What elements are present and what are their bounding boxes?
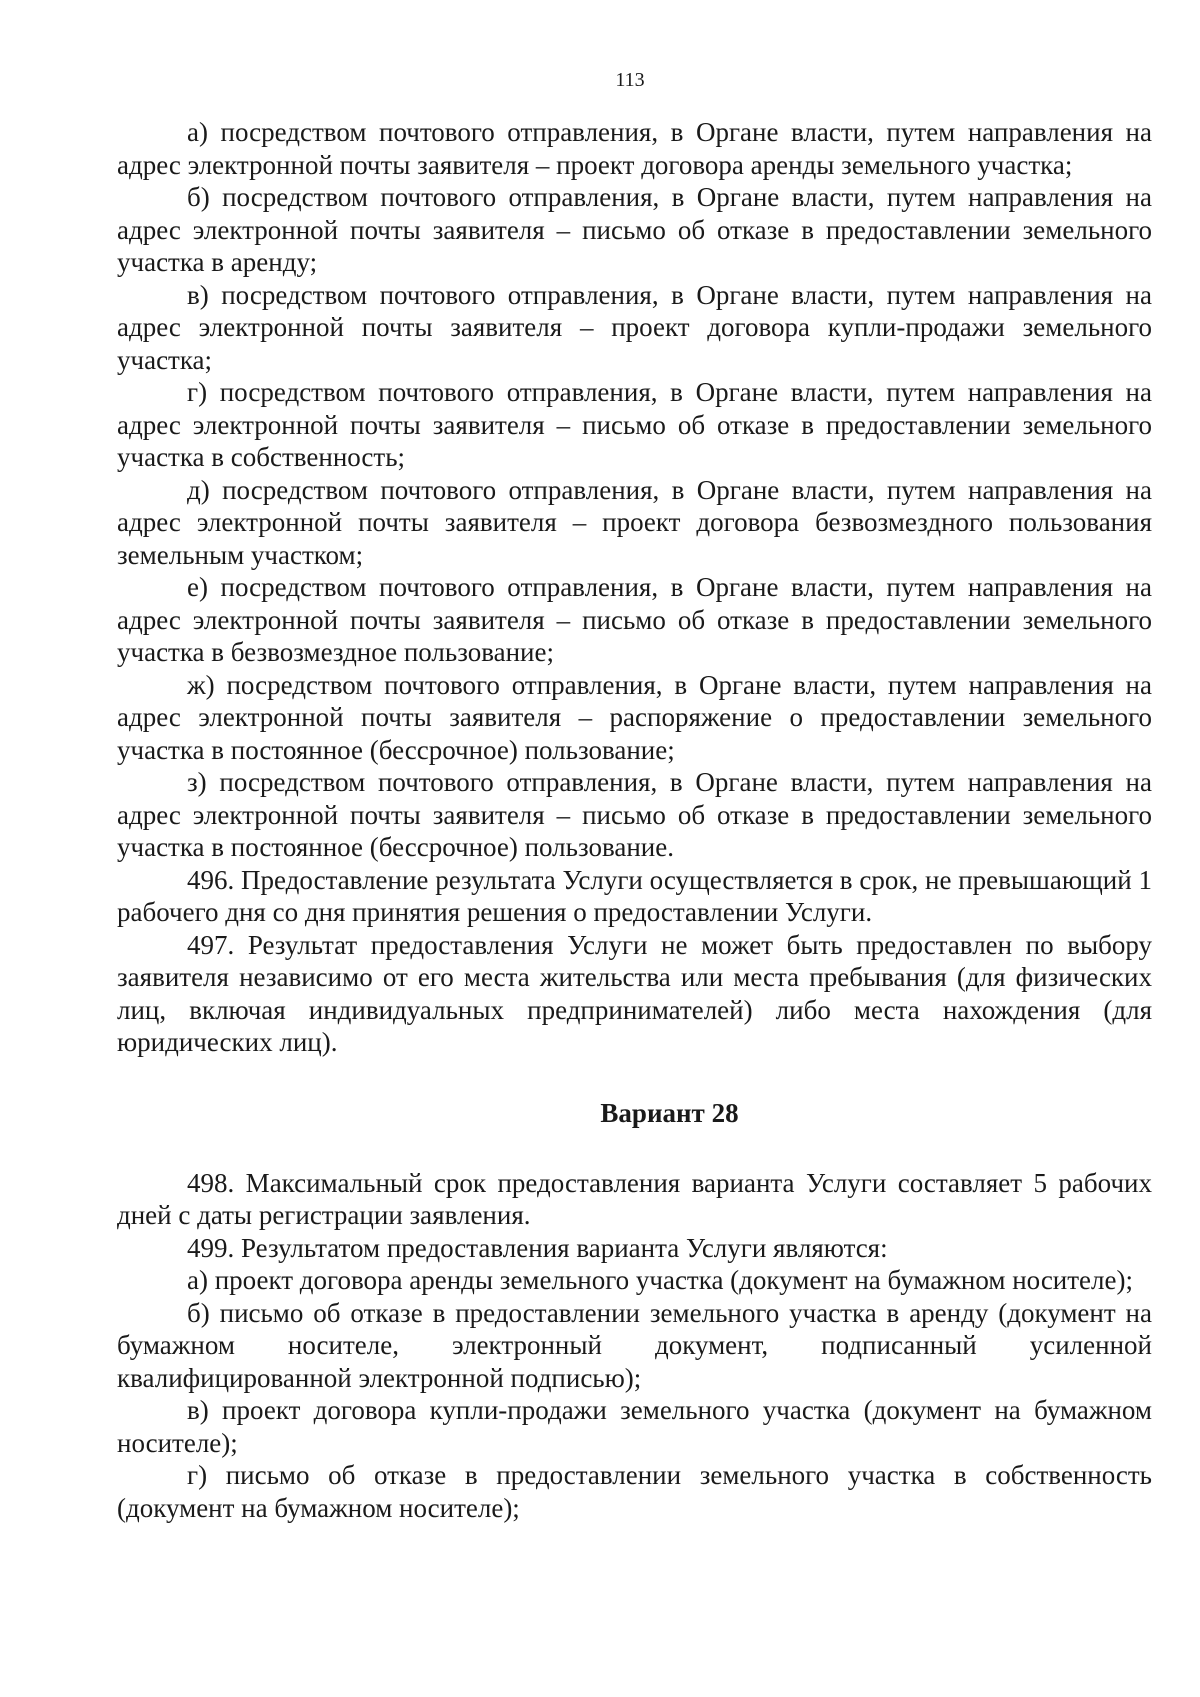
- document-body: [117, 116, 1152, 1524]
- paragraph-item-b: б) посредством почтового отправления, в Органе власти, путем направления на адрес электронной почты заявителя – письмо об отказе в предоставлении земельного участка в аренду;: [117, 182, 1152, 277]
- result-item-b: б) письмо об отказе в предоставлении земельного участка в аренду (документ на бумажном носителе, электронный документ, подписанный усиленной квалифицированной электронной подписью);: [117, 1297, 1152, 1393]
- paragraph-item-v: в) посредством почтового отправления, в Органе власти, путем направления на адрес электронной почты заявителя – проект договора купли-продажи земельного участка;: [117, 279, 1152, 375]
- paragraph-item-zh: ж) посредством почтового отправления, в Органе власти, путем направления на адрес электронной почты заявителя – распоряжение о предоставлении земельного участка в постоянное (бессрочное) пользование;: [117, 669, 1152, 765]
- paragraph-496: 496. Предоставление результата Услуги осуществляется в срок, не превышающий 1 рабочего дня со дня принятия решения о предоставлении Услуги.: [117, 864, 1152, 927]
- paragraph-499: 499. Результатом предоставления варианта Услуги являются:: [187, 1232, 888, 1263]
- paragraph-item-z: з) посредством почтового отправления, в Органе власти, путем направления на адрес электронной почты заявителя – письмо об отказе в предоставлении земельного участка в постоянное (бессрочное) пользование.: [117, 767, 1152, 862]
- section-heading: Вариант 28: [600, 1097, 739, 1128]
- paragraph-item-a: а) посредством почтового отправления, в Органе власти, путем направления на адрес электронной почты заявителя – проект договора аренды земельного участка;: [117, 117, 1152, 180]
- paragraph-item-g: г) посредством почтового отправления, в Органе власти, путем направления на адрес электронной почты заявителя – письмо об отказе в предоставлении земельного участка в собственность;: [117, 377, 1152, 472]
- result-item-g: г) письмо об отказе в предоставлении земельного участка в собственность (документ на бумажном носителе);: [117, 1460, 1152, 1523]
- result-item-v: в) проект договора купли-продажи земельного участка (документ на бумажном носителе);: [117, 1395, 1152, 1458]
- page-number: 113: [615, 69, 645, 91]
- paragraph-item-d: д) посредством почтового отправления, в Органе власти, путем направления на адрес электронной почты заявителя – проект договора безвозмездного пользования земельным участком;: [117, 474, 1152, 570]
- result-item-a: а) проект договора аренды земельного участка (документ на бумажном носителе);: [187, 1265, 1133, 1295]
- paragraph-497: 497. Результат предоставления Услуги не может быть предоставлен по выбору заявителя независимо от его места жительства или места пребывания (для физических лиц, включая индивидуальных предпринимателей) либо места нахождения (для юридических лиц).: [117, 929, 1152, 1057]
- paragraph-item-e: е) посредством почтового отправления, в Органе власти, путем направления на адрес электронной почты заявителя – письмо об отказе в предоставлении земельного участка в безвозмездное пользование;: [117, 572, 1152, 667]
- paragraph-498: 498. Максимальный срок предоставления варианта Услуги составляет 5 рабочих дней с даты регистрации заявления.: [117, 1167, 1152, 1230]
